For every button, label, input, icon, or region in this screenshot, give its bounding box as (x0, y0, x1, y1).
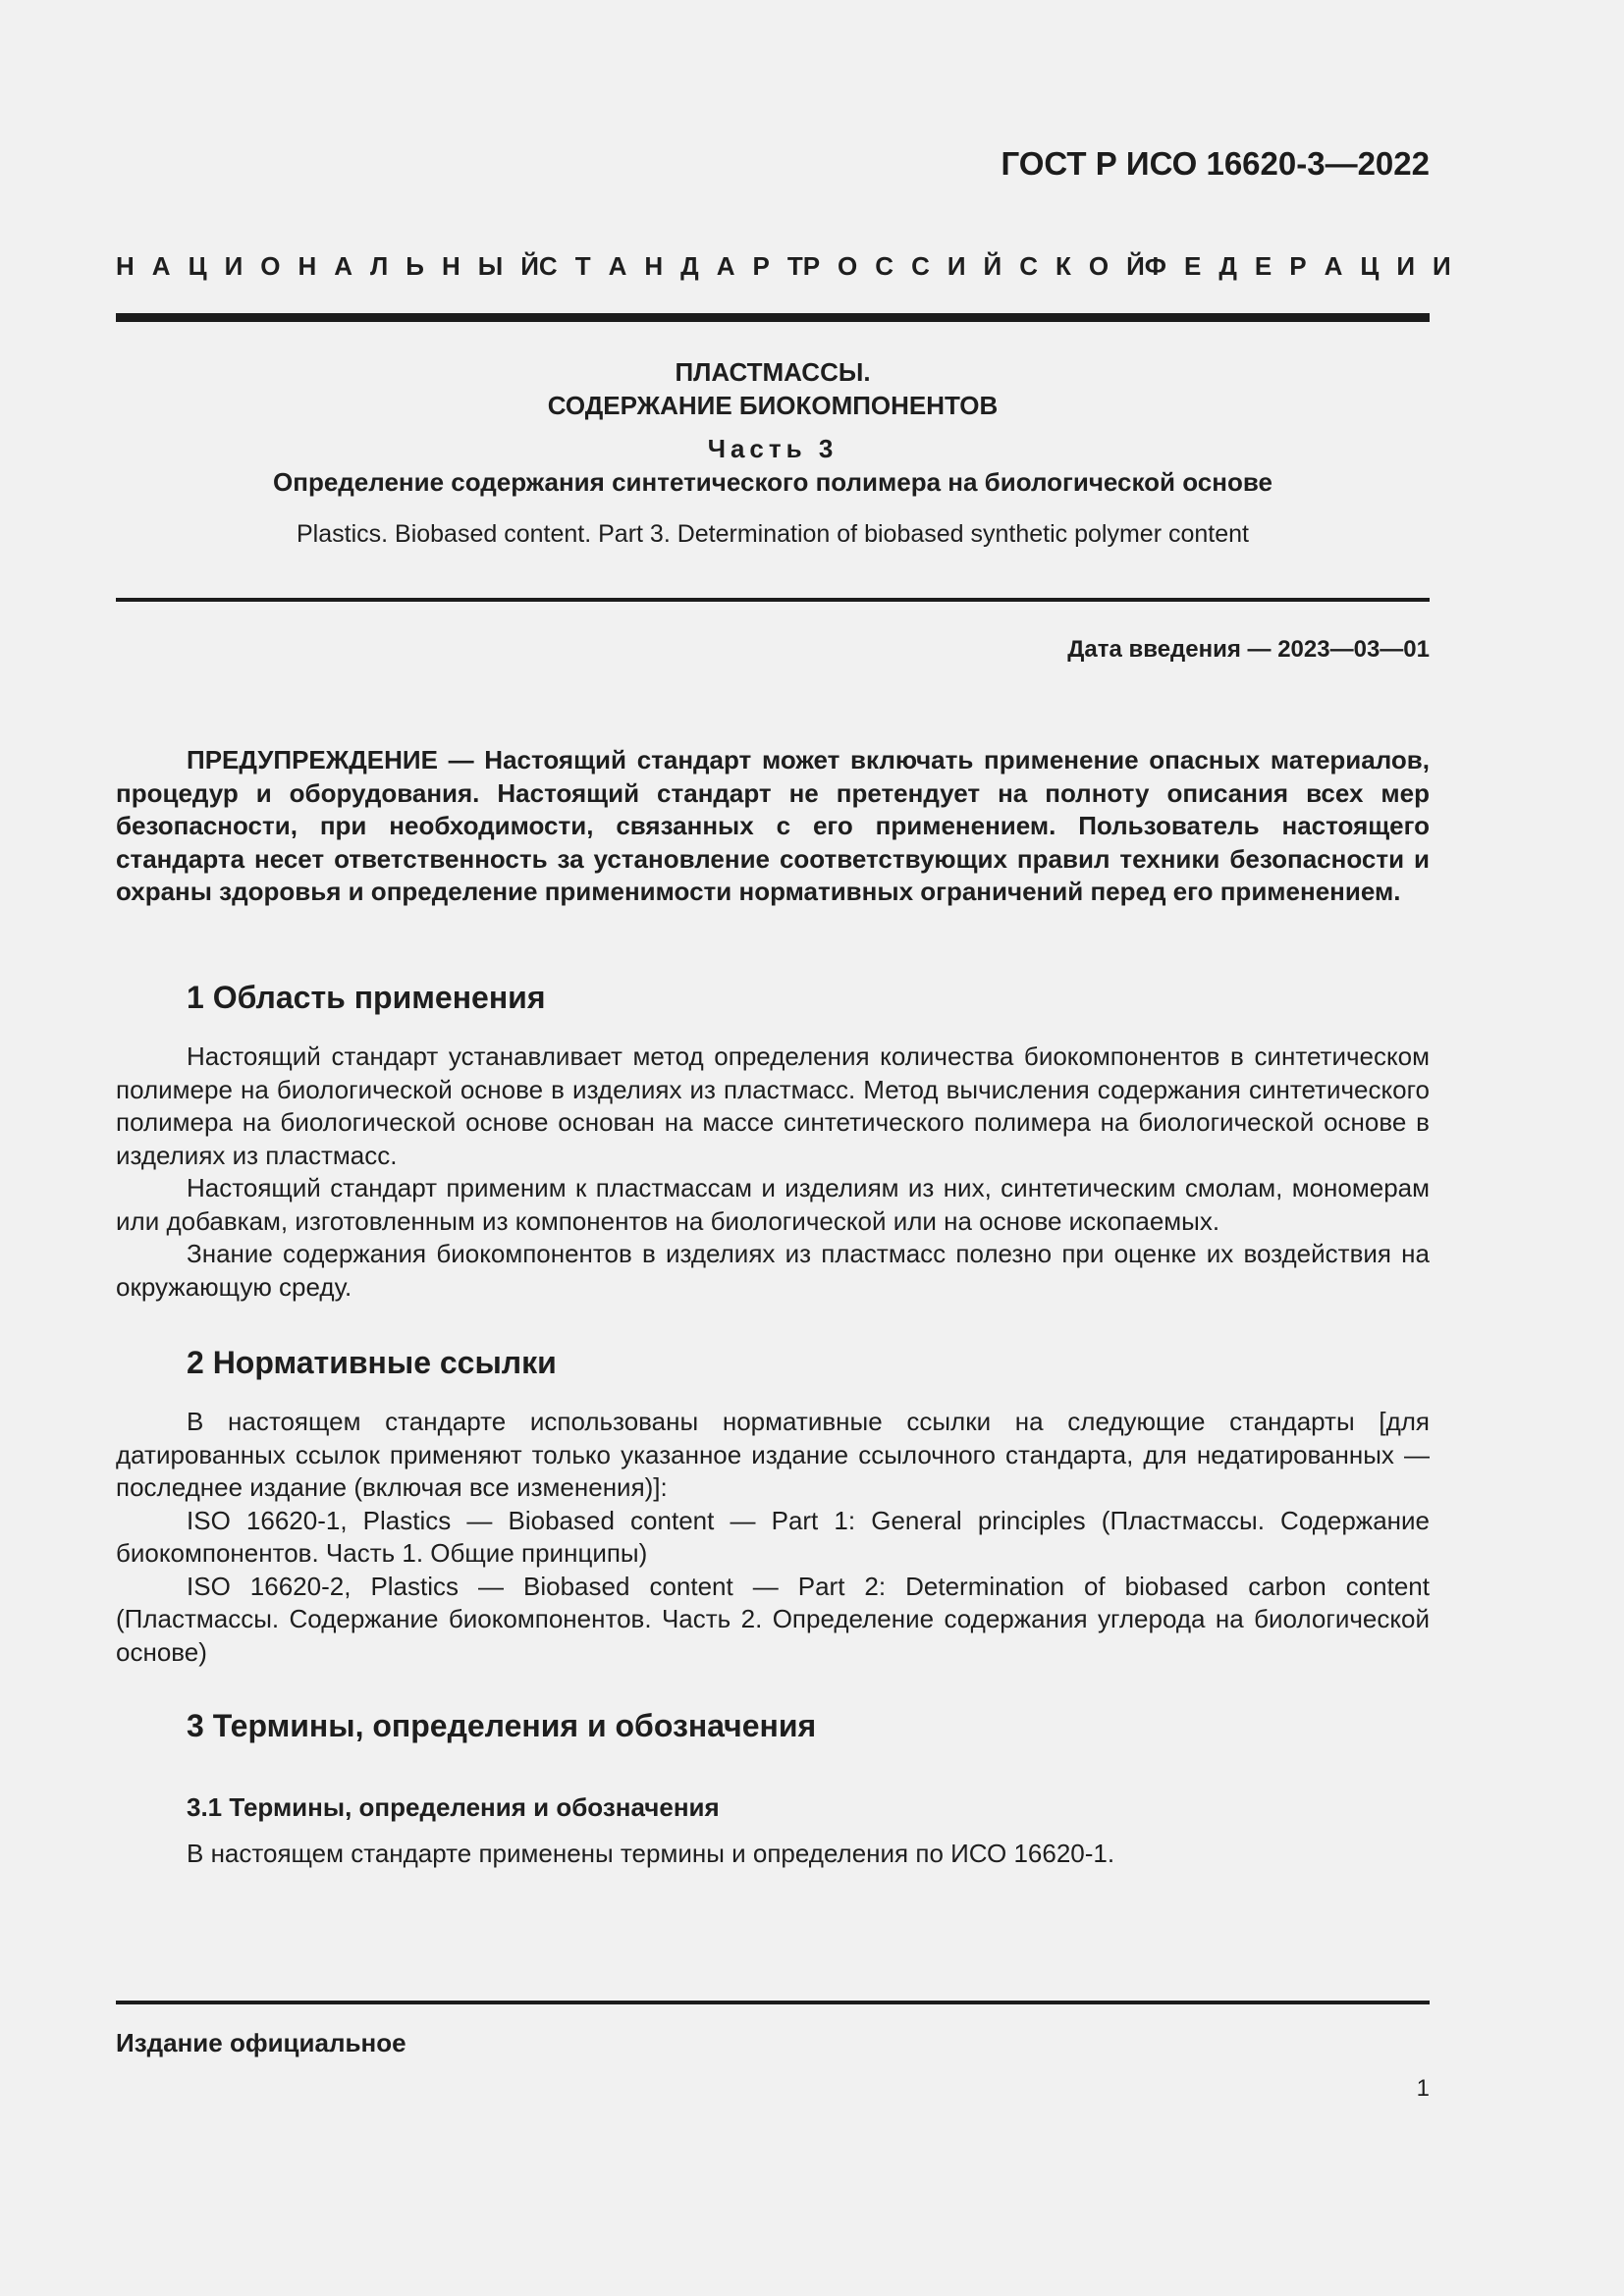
paragraph: Настоящий стандарт устанавливает метод определения количества биокомпонентов в синтетическом полимере на биологической основе в изделиях из пластмасс. Метод вычисления содержания синтетического полимера на биологической основе основан на массе синтетического полимера на биологической основе в изделиях из пластмасс. (116, 1041, 1430, 1170)
banner-letter: Д (680, 251, 699, 281)
national-standard-banner (116, 251, 1451, 282)
banner-letter: Ц (188, 251, 207, 281)
banner-letter: С (875, 251, 894, 281)
title-line-1: ПЛАСТМАССЫ. (675, 357, 871, 387)
section-1-heading: 1 Область применения (187, 980, 546, 1015)
banner-letter: А (334, 251, 353, 281)
official-edition-label: Издание официальное (116, 2028, 406, 2057)
banner-letter: Л (370, 251, 389, 281)
section-1-body (116, 1041, 1430, 1304)
warning-text: ПРЕДУПРЕЖДЕНИЕ — Настоящий стандарт может включать применение опасных материалов, процедур и оборудования. Настоящий стандарт не претендует на полноту описания всех мер безопасности, при необходимости, связанных с его применением. Пользователь настоящего стандарта несет ответственность за установление соответствующих правил техники безопасности и охраны здоровья и определение применимости нормативных ограничений перед его применением. (116, 745, 1430, 906)
banner-letter: Ц (1360, 251, 1380, 281)
banner-word (116, 251, 539, 282)
banner-letter: А (151, 251, 171, 281)
banner-letter: О (1088, 251, 1110, 281)
paragraph: В настоящем стандарте применены термины и определения по ИСО 16620-1. (187, 1839, 1115, 1868)
section-2-heading: 2 Нормативные ссылки (187, 1345, 557, 1380)
banner-letter: Н (298, 251, 317, 281)
banner-letter: С (1019, 251, 1038, 281)
banner-word (1145, 251, 1451, 282)
banner-letter: А (716, 251, 735, 281)
banner-letter: Ф (1144, 251, 1166, 281)
banner-word (539, 251, 803, 282)
english-title: Plastics. Biobased content. Part 3. Determination of biobased synthetic polymer content (297, 520, 1249, 548)
paragraph: Настоящий стандарт применим к пластмассам и изделиям из них, синтетическим смолам, мономерам или добавкам, изготовленным из компонентов на биологической или на основе ископаемых. (116, 1173, 1430, 1236)
part-number: Часть 3 (707, 434, 839, 463)
paragraph: Знание содержания биокомпонентов в изделиях из пластмасс полезно при оценке их воздействия на окружающую среду. (116, 1239, 1430, 1302)
section-3-body (116, 1838, 1430, 1871)
header-thick-rule (116, 313, 1430, 322)
banner-letter: И (224, 251, 244, 281)
banner-letter: Е (1254, 251, 1272, 281)
section-3-1-heading: 3.1 Термины, определения и обозначения (187, 1792, 720, 1822)
banner-letter: Р (802, 251, 821, 281)
page-number: 1 (1416, 2075, 1430, 2102)
banner-letter: Й (520, 251, 539, 281)
banner-letter: И (1396, 251, 1416, 281)
banner-letter: Н (116, 251, 135, 281)
banner-letter: Ы (477, 251, 504, 281)
banner-letter: А (608, 251, 627, 281)
title-line-2: СОДЕРЖАНИЕ БИОКОМПОНЕНТОВ (547, 391, 999, 420)
banner-letter: С (911, 251, 930, 281)
banner-letter: Н (441, 251, 460, 281)
document-code: ГОСТ Р ИСО 16620-3—2022 (1001, 145, 1430, 182)
warning-paragraph (116, 744, 1430, 909)
section-2-body (116, 1406, 1430, 1669)
banner-letter: Т (574, 251, 591, 281)
banner-letter: Е (1184, 251, 1202, 281)
part-subtitle: Определение содержания синтетического полимера на биологической основе (273, 467, 1272, 497)
banner-letter: И (1433, 251, 1451, 281)
banner-letter: К (1056, 251, 1071, 281)
banner-letter: Р (1289, 251, 1307, 281)
banner-letter: О (260, 251, 281, 281)
banner-letter: Й (1126, 251, 1145, 281)
banner-letter: Д (1218, 251, 1237, 281)
banner-letter: Й (983, 251, 1002, 281)
banner-letter: Р (752, 251, 770, 281)
banner-letter: О (838, 251, 858, 281)
banner-letter: И (947, 251, 966, 281)
title-divider (116, 598, 1430, 602)
banner-letter: А (1324, 251, 1343, 281)
section-3-heading: 3 Термины, определения и обозначения (187, 1708, 817, 1743)
paragraph: В настоящем стандарте использованы нормативные ссылки на следующие стандарты [для датированных ссылок применяют только указанное издание ссылочного стандарта, для недатированных — последнее издание (включая все изменения)]: (116, 1407, 1430, 1502)
footer-divider (116, 2001, 1430, 2004)
banner-word (803, 251, 1145, 282)
reference-item: ISO 16620-2, Plastics — Biobased content — Part 2: Determination of biobased carbon content (Пластмассы. Содержание биокомпонентов. Часть 2. Определение содержания углерода на биологической основе) (116, 1571, 1430, 1667)
banner-letter: Ь (406, 251, 424, 281)
banner-letter: Т (786, 251, 803, 281)
title-block (116, 355, 1430, 550)
introduction-date: Дата введения — 2023—03—01 (1067, 636, 1430, 663)
banner-letter: Н (644, 251, 664, 281)
banner-letter: С (538, 251, 558, 281)
reference-item: ISO 16620-1, Plastics — Biobased content — Part 1: General principles (Пластмассы. Содержание биокомпонентов. Часть 1. Общие принципы) (116, 1505, 1430, 1568)
